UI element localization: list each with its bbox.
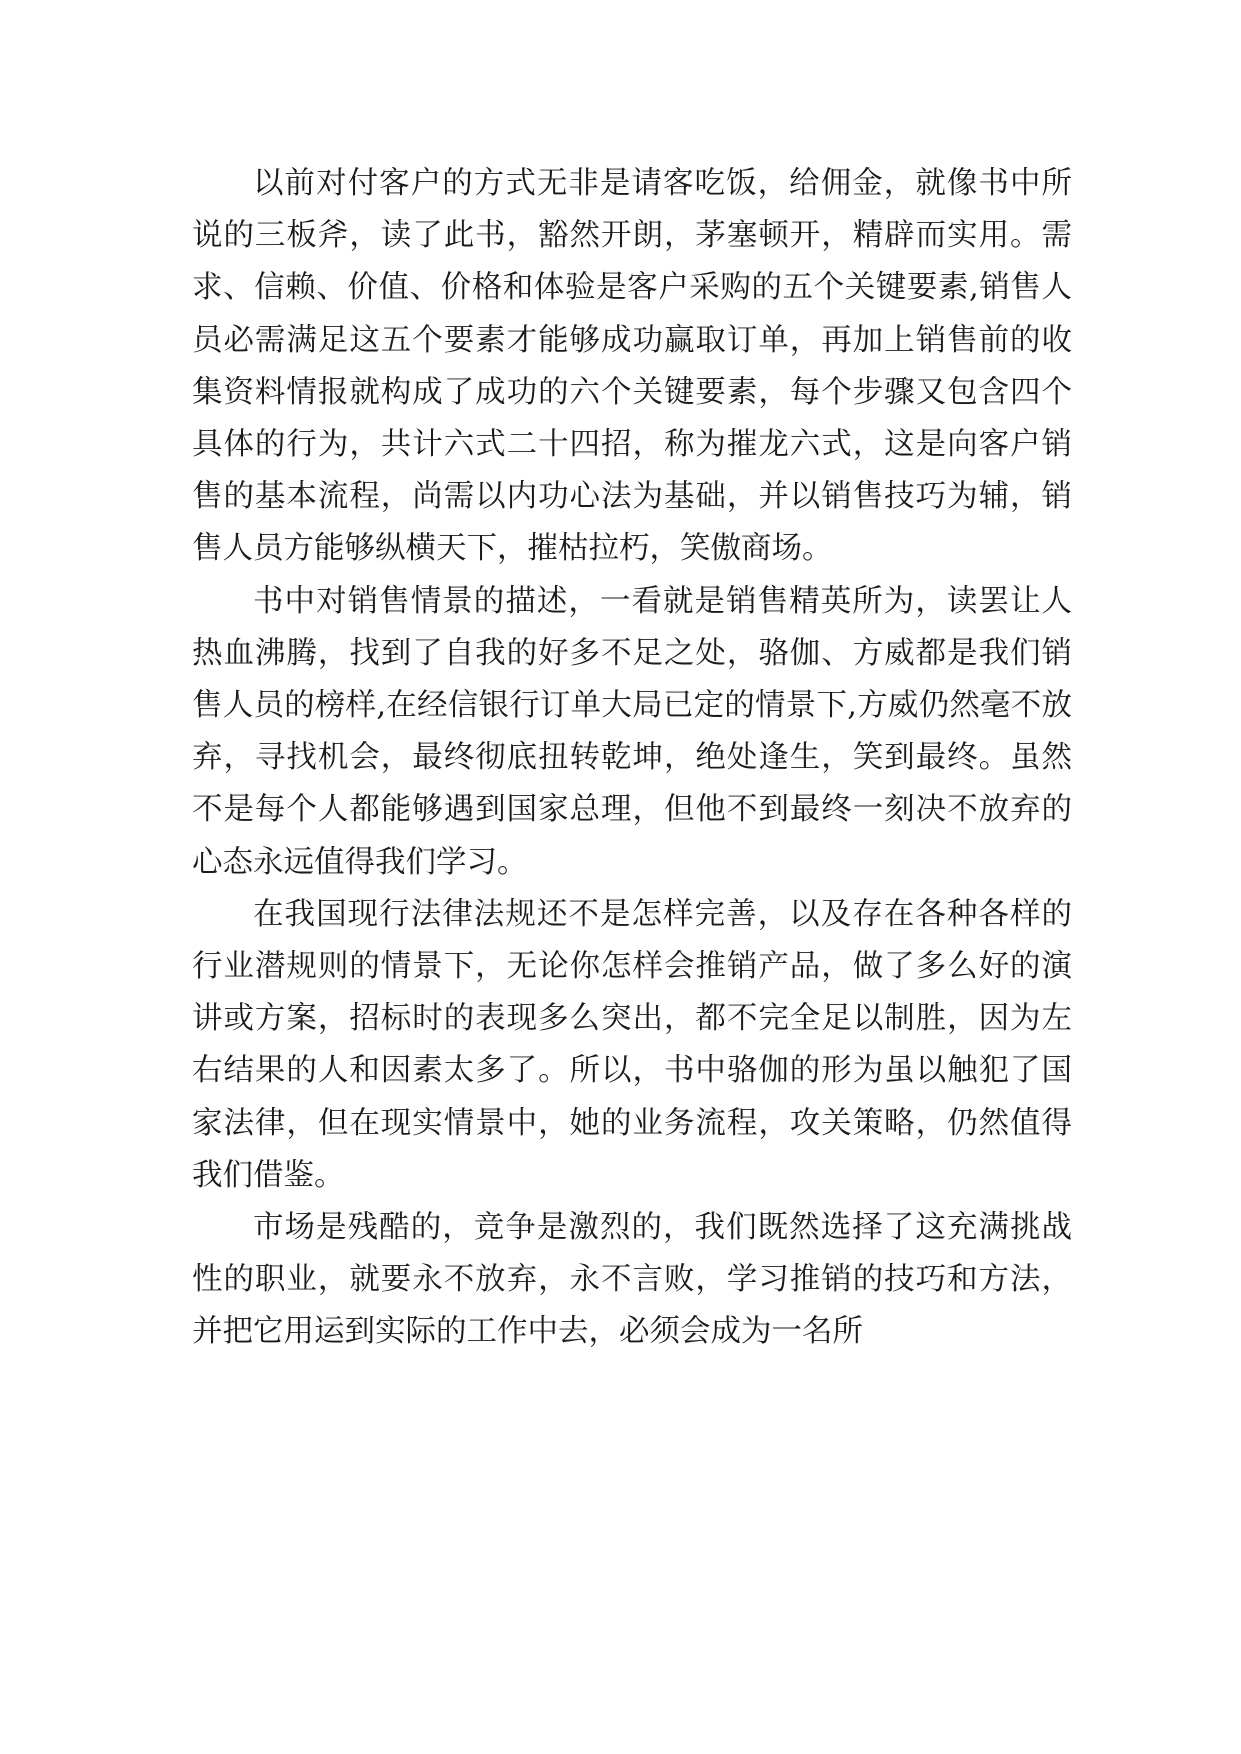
document-body <box>192 158 1072 1359</box>
paragraph-4: 市场是残酷的，竞争是激烈的，我们既然选择了这充满挑战性的职业，就要永不放弃，永不言败，学习推销的技巧和方法，并把它用运到实际的工作中去，必须会成为一名所 <box>192 1210 1072 1350</box>
paragraph-3: 在我国现行法律法规还不是怎样完善，以及存在各种各样的行业潜规则的情景下，无论你怎样会推销产品，做了多么好的演讲或方案，招标时的表现多么突出，都不完全足以制胜，因为左右结果的人和因素太多了。所以，书中骆伽的形为虽以触犯了国家法律，但在现实情景中，她的业务流程，攻关策略，仍然值得我们借鉴。 <box>192 896 1072 1193</box>
paragraph-2: 书中对销售情景的描述，一看就是销售精英所为，读罢让人热血沸腾，找到了自我的好多不足之处，骆伽、方威都是我们销售人员的榜样,在经信银行订单大局已定的情景下,方威仍然毫不放弃，寻找机会，最终彻底扭转乾坤，绝处逢生，笑到最终。虽然不是每个人都能够遇到国家总理，但他不到最终一刻决不放弃的心态永远值得我们学习。 <box>192 583 1072 880</box>
paragraph-1: 以前对付客户的方式无非是请客吃饭，给佣金，就像书中所说的三板斧，读了此书，豁然开朗，茅塞顿开，精辟而实用。需求、信赖、价值、价格和体验是客户采购的五个关键要素,销售人员必需满足这五个要素才能够成功赢取订单，再加上销售前的收集资料情报就构成了成功的六个关键要素，每个步骤又包含四个具体的行为，共计六式二十四招，称为摧龙六式，这是向客户销售的基本流程，尚需以内功心法为基础，并以销售技巧为辅，销售人员方能够纵横天下，摧枯拉朽，笑傲商场。 <box>192 166 1072 567</box>
